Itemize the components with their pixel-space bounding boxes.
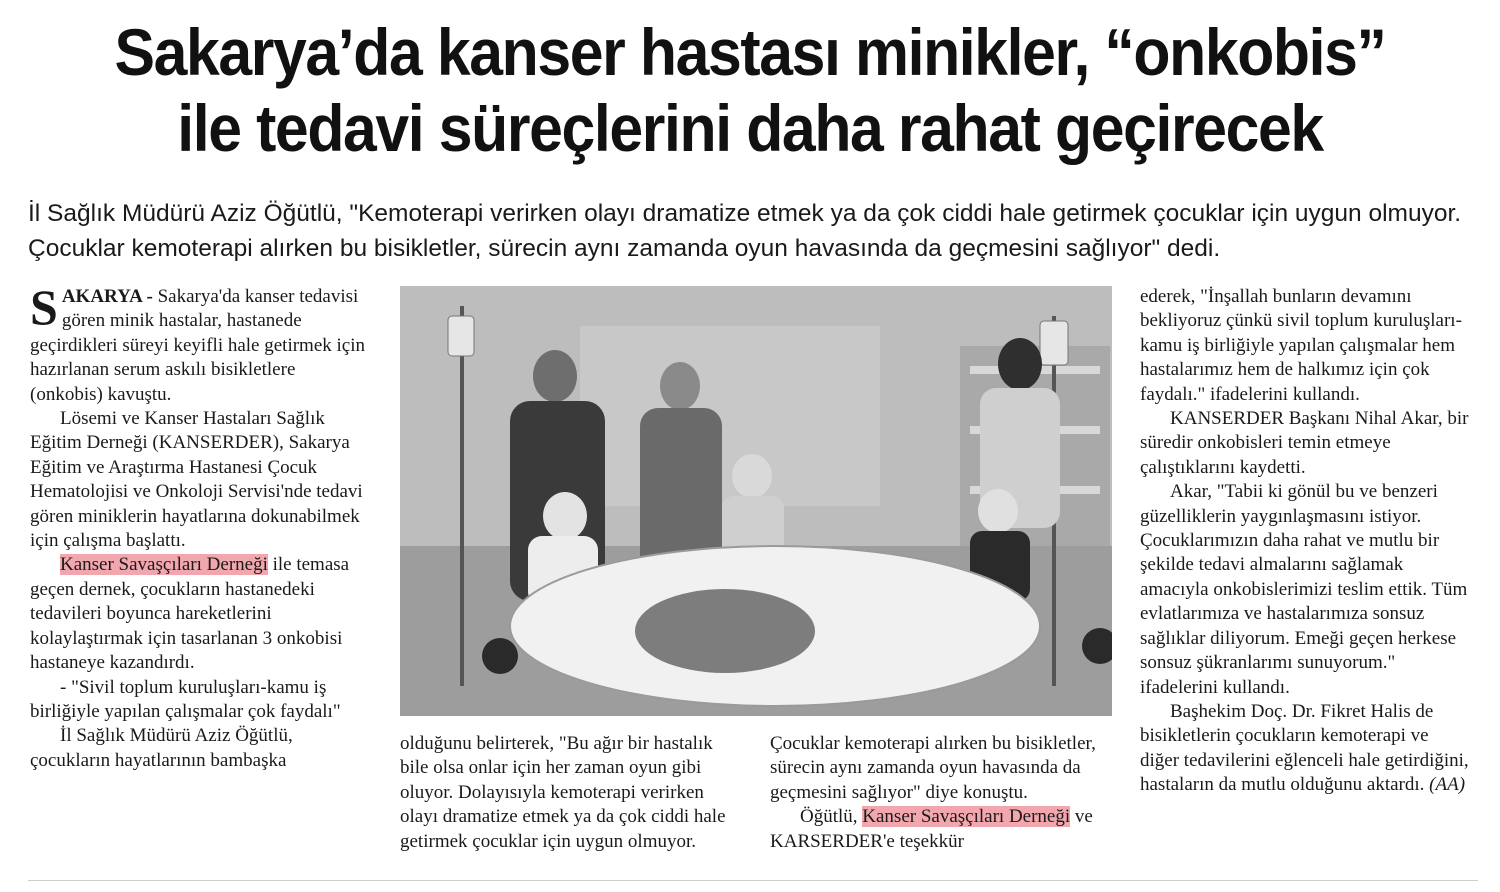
headline [60,14,1440,166]
paragraph [1140,700,1472,798]
dateline: AKARYA - [61,286,153,307]
headline-line-2: ile tedavi süreçlerini daha rahat geçirecek [177,91,1323,165]
drop-cap: S [30,279,58,335]
opening-paragraph [30,279,370,407]
paragraph-text: Sakarya'da kanser tedavisi gören minik hastalar, hastanede geçirdikleri süreyi keyifli hale getirmek için hazırlanan serum askılı bisikletlere (onkobis) kavuştu. [30,286,366,405]
paragraph: Lösemi ve Kanser Hastaları Sağlık Eğitim Derneği (KANSERDER), Sakarya Eğitim ve Araştırma Hastanesi Çocuk Hematolojisi ve Onkoloji Servisi'nde tedavi gören miniklerin hayatlarına dokunabilmek için çalışma başlattı. [30,408,363,552]
paragraph: olduğunu belirterek, "Bu ağır bir hastalık bile olsa onlar için her zaman oyun gibi oluyor. Dolayısıyla kemoterapi verirken olayı dramatize etmek ya da çok ciddi hale getirmek çocuklar için uygun olmuyor. [400,733,726,852]
bottom-divider [28,880,1478,881]
news-photo [400,286,1112,716]
paragraph: Çocuklar kemoterapi alırken bu bisikletler, sürecin aynı zamanda oyun havasında da geçmesini sağlıyor" diye konuştu. [770,733,1096,803]
subheading: - "Sivil toplum kuruluşları-kamu iş birliğiyle yapılan çalışmalar çok faydalı" [30,676,341,722]
paragraph [30,553,370,675]
article-column-1 [30,279,370,773]
photo-illustration [400,286,1112,716]
paragraph: ederek, "İnşallah bunların devamını bekliyoruz çünkü sivil toplum kuruluşları-kamu iş birliğiyle yapılan çalışmalar hem hastalarımız hem de halkımız için çok faydalı." ifadelerini kullandı. [1140,286,1462,405]
article-column-2 [400,732,745,854]
highlighted-org-name: Kanser Savaşçıları Derneği [60,554,268,576]
paragraph-text: ile temasa geçen dernek, çocukların hastanedeki tedavileri boyunca hareketlerini kolaylaştırmak için tasarlanan 3 onkobisi hastaneye kazandırdı. [30,554,350,674]
paragraph: Akar, "Tabii ki gönül bu ve benzeri güzelliklerin yaygınlaşmasını istiyor. Çocuklarımızın daha rahat ve mutlu bir şekilde tedavi almalarını sağlamak amacıyla onkobislerimizi teslim ettik. Tüm evlatlarımıza ve hastalarımıza sonsuz sağlıklar diliyorum. Emeği geçen herkese sonsuz şükranlarımı sunuyorum." ifadelerini kullandı. [1140,481,1468,698]
paragraph-text: Başhekim Doç. Dr. Fikret Halis de bisikletlerin çocukların kemoterapi ve diğer tedavilerini eğlenceli hale getirdiğini, hastaların da mutlu olduğunu aktardı. [1140,700,1469,796]
paragraph: KANSERDER Başkanı Nihal Akar, bir süredir onkobisleri temin etmeye çalıştıklarını kaydetti. [1140,408,1469,478]
paragraph: İl Sağlık Müdürü Aziz Öğütlü, çocukların hayatlarının bambaşka [30,725,293,771]
paragraph [770,805,1115,854]
headline-line-1: Sakarya’da kanser hastası minikler, “onkobis” [114,15,1386,89]
article-column-4 [1140,285,1472,798]
lead-paragraph: İl Sağlık Müdürü Aziz Öğütlü, "Kemoterapi verirken olayı dramatize etmek ya da çok ciddi hale getirmek çocuklar için uygun olmuyor. Çocuklar kemoterapi alırken bu bisikletler, sürecin aynı zamanda oyun havasında da geçmesini sağlıyor" dedi. [28,200,1462,262]
paragraph-text: Öğütlü, [800,806,863,828]
paragraph-text: ve KARSERDER'e teşekkür [770,806,1093,852]
source-credit: (AA) [1429,774,1466,796]
highlighted-org-name: Kanser Savaşçıları Derneği [862,806,1071,828]
article-column-3 [770,732,1115,854]
